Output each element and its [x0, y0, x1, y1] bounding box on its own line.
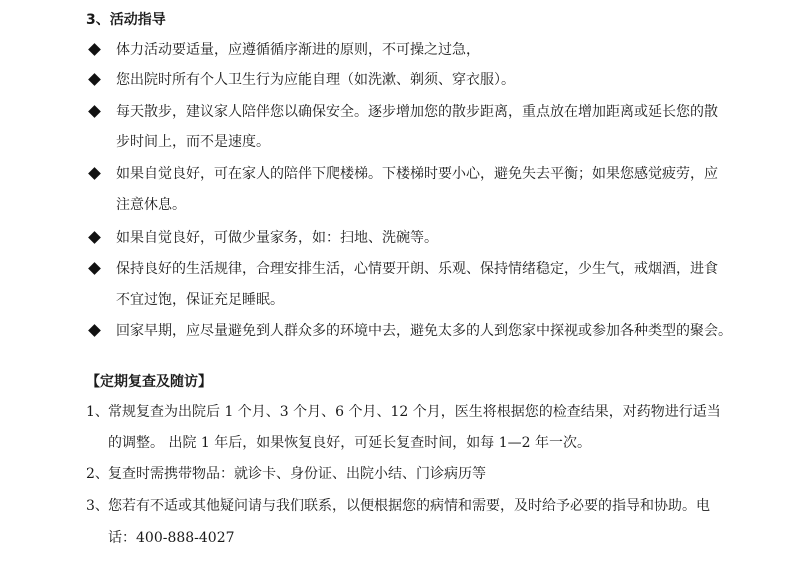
list-item: 体力活动要适量，应遵循循序渐进的原则，不可操之过急，	[116, 42, 480, 58]
list-item: 如果自觉良好，可做少量家务，如：扫地、洗碗等。	[116, 230, 438, 246]
diamond-bullet-icon	[89, 321, 101, 341]
diamond-bullet-icon	[89, 164, 101, 184]
diamond-bullet-icon	[89, 70, 101, 90]
list-item-continuation: 话：400-888-4027	[108, 530, 235, 546]
list-item: 回家早期，应尽量避免到人群众多的环境中去，避免太多的人到您家中探视或参加各种类型的聚会。	[116, 323, 732, 339]
list-item: 每天散步，建议家人陪伴您以确保安全。逐步增加您的散步距离，重点放在增加距离或延长您的散	[116, 104, 718, 120]
list-item-continuation: 步时间上，而不是速度。	[116, 134, 270, 150]
list-number: 1、	[86, 404, 109, 420]
diamond-bullet-icon	[89, 40, 101, 60]
list-number: 3、	[86, 498, 109, 514]
list-item-continuation: 的调整。 出院 1 年后，如果恢复良好，可延长复查时间，如每 1—2 年一次。	[108, 435, 591, 451]
diamond-bullet-icon	[89, 102, 101, 122]
section-heading-activity: 3、活动指导	[86, 12, 166, 28]
list-item: 复查时需携带物品：就诊卡、身份证、出院小结、门诊病历等	[108, 466, 486, 482]
list-item: 如果自觉良好，可在家人的陪伴下爬楼梯。下楼梯时要小心，避免失去平衡；如果您感觉疲劳，应	[116, 166, 718, 182]
list-item: 常规复查为出院后 1 个月、3 个月、6 个月、12 个月，医生将根据您的检查结果，对药物进行适当	[108, 404, 721, 420]
list-item: 保持良好的生活规律，合理安排生活，心情要开朗、乐观、保持情绪稳定，少生气，戒烟酒，进食	[116, 261, 718, 277]
list-item: 您出院时所有个人卫生行为应能自理（如洗漱、剃须、穿衣服）。	[116, 72, 515, 88]
list-item-continuation: 注意休息。	[116, 197, 186, 213]
diamond-bullet-icon	[89, 259, 101, 279]
section-heading-followup: 【定期复查及随访】	[86, 374, 212, 390]
diamond-bullet-icon	[89, 228, 101, 248]
list-item-continuation: 不宜过饱，保证充足睡眠。	[116, 292, 284, 308]
list-item: 您若有不适或其他疑问请与我们联系，以便根据您的病情和需要，及时给予必要的指导和协助。电	[108, 498, 710, 514]
list-number: 2、	[86, 466, 109, 482]
